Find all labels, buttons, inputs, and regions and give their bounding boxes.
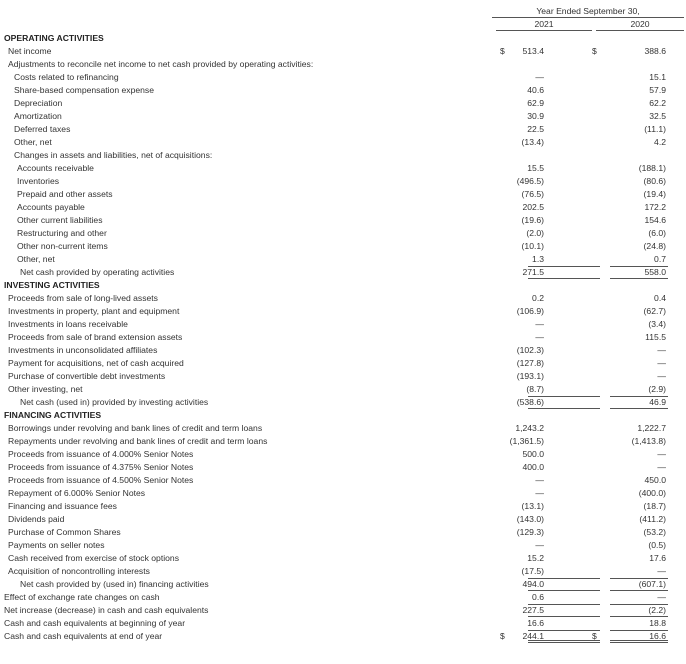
row-label: Adjustments to reconcile net income to net cash provided by operating activities:	[8, 59, 314, 69]
table-row	[0, 526, 686, 539]
currency-symbol: $	[592, 46, 597, 56]
table-row	[0, 175, 686, 188]
value-2021: 271.5	[522, 267, 544, 277]
value-2020: (80.6)	[643, 176, 666, 186]
row-label: Net increase (decrease) in cash and cash equivalents	[4, 605, 209, 615]
value-2021: 40.6	[527, 85, 544, 95]
table-row	[0, 578, 686, 591]
currency-symbol: $	[592, 631, 597, 641]
value-2021: 513.4	[522, 46, 544, 56]
table-row	[0, 448, 686, 461]
row-label: Investments in unconsolidated affiliates	[8, 345, 158, 355]
table-row	[0, 552, 686, 565]
table-row	[0, 344, 686, 357]
value-2021: (102.3)	[516, 345, 544, 355]
row-label: Repayments under revolving and bank lines of credit and term loans	[8, 436, 268, 446]
table-row	[0, 253, 686, 266]
row-label: INVESTING ACTIVITIES	[4, 280, 100, 290]
row-label: Dividends paid	[8, 514, 65, 524]
value-2020: 16.6	[649, 631, 666, 641]
value-2021: 500.0	[522, 449, 544, 459]
value-2021: (106.9)	[516, 306, 544, 316]
value-2020: (2.9)	[648, 384, 666, 394]
row-label: Net income	[8, 46, 52, 56]
value-2021: 15.5	[527, 163, 544, 173]
row-label: Depreciation	[14, 98, 63, 108]
table-row	[0, 396, 686, 409]
table-row	[0, 84, 686, 97]
row-label: Other non-current items	[17, 241, 108, 251]
value-2020: (607.1)	[638, 579, 666, 589]
value-2020: 558.0	[644, 267, 666, 277]
table-row	[0, 97, 686, 110]
table-row	[0, 487, 686, 500]
value-2020: (62.7)	[643, 306, 666, 316]
value-2021: 494.0	[522, 579, 544, 589]
row-label: Acquisition of noncontrolling interests	[8, 566, 150, 576]
value-2021: —	[535, 332, 544, 342]
value-2020: (2.2)	[648, 605, 666, 615]
table-row	[0, 331, 686, 344]
row-label: Other, net	[14, 137, 52, 147]
table-row	[0, 370, 686, 383]
value-2020: (19.4)	[643, 189, 666, 199]
row-label: Proceeds from sale of brand extension assets	[8, 332, 183, 342]
value-2021: 1.3	[532, 254, 544, 264]
value-2021: 0.6	[532, 592, 544, 602]
value-2021: 244.1	[522, 631, 544, 641]
value-2021: 15.2	[527, 553, 544, 563]
value-2020: (400.0)	[638, 488, 666, 498]
table-row	[0, 227, 686, 240]
value-2020: —	[657, 371, 666, 381]
table-row	[0, 318, 686, 331]
table-row	[0, 71, 686, 84]
table-row	[0, 136, 686, 149]
row-label: Amortization	[14, 111, 62, 121]
value-2021: (19.6)	[521, 215, 544, 225]
value-2020: 172.2	[644, 202, 666, 212]
value-2021: (538.6)	[516, 397, 544, 407]
row-label: Payment for acquisitions, net of cash acquired	[8, 358, 184, 368]
row-label: OPERATING ACTIVITIES	[4, 33, 104, 43]
row-label: Costs related to refinancing	[14, 72, 119, 82]
value-2020: 46.9	[649, 397, 666, 407]
value-2020: 17.6	[649, 553, 666, 563]
value-2021: (193.1)	[516, 371, 544, 381]
table-row	[0, 123, 686, 136]
value-2020: 115.5	[645, 332, 666, 342]
row-label: Effect of exchange rate changes on cash	[4, 592, 160, 602]
table-row	[0, 149, 686, 162]
value-2021: —	[535, 475, 544, 485]
table-row	[0, 110, 686, 123]
row-label: Repayment of 6.000% Senior Notes	[8, 488, 146, 498]
row-label: Investments in loans receivable	[8, 319, 128, 329]
row-label: FINANCING ACTIVITIES	[4, 410, 102, 420]
row-label: Net cash provided by (used in) financing activities	[20, 579, 209, 589]
section-heading	[0, 279, 686, 292]
row-label: Borrowings under revolving and bank lines of credit and term loans	[8, 423, 263, 433]
table-row	[0, 357, 686, 370]
row-label: Proceeds from issuance of 4.375% Senior Notes	[8, 462, 194, 472]
value-2020: —	[657, 592, 666, 602]
row-label: Accounts receivable	[17, 163, 94, 173]
table-row	[0, 565, 686, 578]
value-2021: (129.3)	[516, 527, 544, 537]
column-header	[492, 4, 684, 31]
row-label: Deferred taxes	[14, 124, 71, 134]
row-label: Other investing, net	[8, 384, 83, 394]
row-label: Share-based compensation expense	[14, 85, 154, 95]
value-2021: 22.5	[527, 124, 544, 134]
table-row	[0, 240, 686, 253]
value-2020: 57.9	[649, 85, 666, 95]
table-row	[0, 162, 686, 175]
currency-symbol: $	[500, 631, 505, 641]
value-2021: —	[535, 319, 544, 329]
row-label: Inventories	[17, 176, 60, 186]
row-label: Financing and issuance fees	[8, 501, 117, 511]
value-2021: 0.2	[532, 293, 544, 303]
value-2021: (496.5)	[516, 176, 544, 186]
value-2021: —	[535, 488, 544, 498]
value-2020: (18.7)	[643, 501, 666, 511]
value-2020: 1,222.7	[637, 423, 666, 433]
table-row	[0, 539, 686, 552]
row-label: Proceeds from issuance of 4.500% Senior Notes	[8, 475, 194, 485]
table-row	[0, 383, 686, 396]
table-row	[0, 188, 686, 201]
value-2021: 62.9	[527, 98, 544, 108]
section-heading	[0, 32, 686, 45]
row-label: Payments on seller notes	[8, 540, 105, 550]
value-2021: (76.5)	[521, 189, 544, 199]
value-2020: (24.8)	[643, 241, 666, 251]
value-2020: —	[657, 358, 666, 368]
value-2020: 0.4	[654, 293, 666, 303]
section-heading	[0, 409, 686, 422]
statement-rows	[0, 32, 686, 643]
table-row	[0, 461, 686, 474]
value-2020: (3.4)	[648, 319, 666, 329]
value-2021: (10.1)	[521, 241, 544, 251]
row-label: Net cash provided by operating activities	[20, 267, 175, 277]
table-row	[0, 201, 686, 214]
table-row	[0, 214, 686, 227]
row-label: Net cash (used in) provided by investing activities	[20, 397, 209, 407]
table-row	[0, 422, 686, 435]
row-label: Investments in property, plant and equipment	[8, 306, 180, 316]
row-label: Other, net	[17, 254, 55, 264]
row-label: Restructuring and other	[17, 228, 107, 238]
value-2021: (13.4)	[521, 137, 544, 147]
value-2020: (6.0)	[648, 228, 666, 238]
value-2020: —	[657, 345, 666, 355]
table-row	[0, 513, 686, 526]
value-2020: —	[657, 462, 666, 472]
value-2020: 15.1	[649, 72, 666, 82]
value-2021: (17.5)	[521, 566, 544, 576]
table-row	[0, 617, 686, 630]
value-2020: 32.5	[649, 111, 666, 121]
table-row	[0, 305, 686, 318]
value-2021: (2.0)	[526, 228, 544, 238]
value-2020: (188.1)	[638, 163, 666, 173]
value-2021: 400.0	[522, 462, 544, 472]
table-row	[0, 500, 686, 513]
value-2020: —	[657, 566, 666, 576]
table-row	[0, 292, 686, 305]
value-2020: —	[657, 449, 666, 459]
value-2021: 202.5	[522, 202, 544, 212]
table-row	[0, 591, 686, 604]
value-2021: 16.6	[527, 618, 544, 628]
value-2020: 0.7	[654, 254, 666, 264]
row-label: Purchase of convertible debt investments	[8, 371, 166, 381]
value-2020: (53.2)	[643, 527, 666, 537]
row-label: Cash and cash equivalents at beginning of year	[4, 618, 186, 628]
table-row	[0, 45, 686, 58]
value-2021: —	[535, 72, 544, 82]
value-2021: (143.0)	[516, 514, 544, 524]
value-2020: 450.0	[644, 475, 666, 485]
value-2021: (127.8)	[516, 358, 544, 368]
row-label: Proceeds from issuance of 4.000% Senior Notes	[8, 449, 194, 459]
value-2020: 4.2	[654, 137, 666, 147]
value-2020: 154.6	[644, 215, 666, 225]
table-row	[0, 604, 686, 617]
row-label: Cash received from exercise of stock options	[8, 553, 179, 563]
row-label: Other current liabilities	[17, 215, 103, 225]
period-heading: Year Ended September 30,	[492, 4, 684, 18]
row-label: Purchase of Common Shares	[8, 527, 121, 537]
row-label: Prepaid and other assets	[17, 189, 113, 199]
value-2020: 18.8	[649, 618, 666, 628]
value-2021: (13.1)	[521, 501, 544, 511]
value-2021: 1,243.2	[515, 423, 544, 433]
row-label: Cash and cash equivalents at end of year	[4, 631, 163, 641]
year-2020-heading: 2020	[596, 18, 684, 31]
table-row	[0, 630, 686, 643]
value-2021: (1,361.5)	[509, 436, 544, 446]
row-label: Proceeds from sale of long-lived assets	[8, 293, 158, 303]
value-2020: 388.6	[644, 46, 666, 56]
value-2021: —	[535, 540, 544, 550]
value-2020: (1,413.8)	[631, 436, 666, 446]
value-2021: (8.7)	[526, 384, 544, 394]
currency-symbol: $	[500, 46, 505, 56]
table-row	[0, 266, 686, 279]
row-label: Accounts payable	[17, 202, 85, 212]
value-2020: (11.1)	[644, 124, 666, 134]
value-2020: 62.2	[649, 98, 666, 108]
table-row	[0, 435, 686, 448]
table-row	[0, 58, 686, 71]
value-2021: 30.9	[527, 111, 544, 121]
row-label: Changes in assets and liabilities, net of acquisitions:	[14, 150, 213, 160]
table-row	[0, 474, 686, 487]
value-2021: 227.5	[522, 605, 544, 615]
value-2020: (411.2)	[639, 514, 666, 524]
value-2020: (0.5)	[648, 540, 666, 550]
year-2021-heading: 2021	[496, 18, 592, 31]
